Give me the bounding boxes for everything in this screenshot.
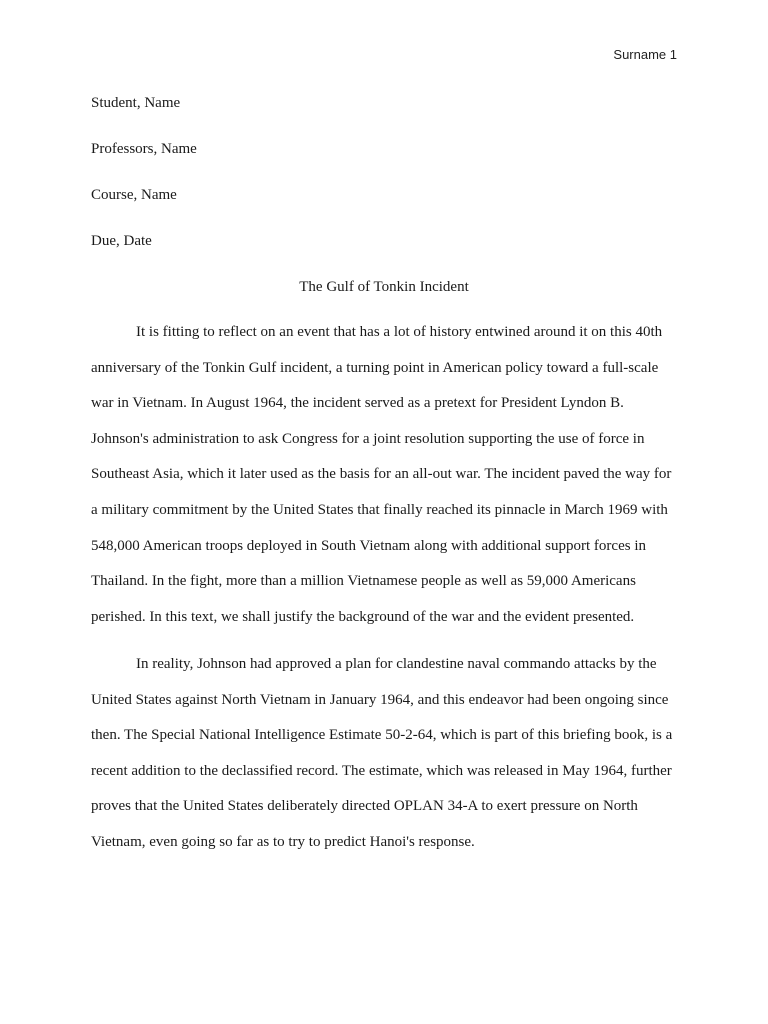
paragraph-line: 548,000 American troops deployed in South Vietnam along with additional support forces in: [91, 537, 646, 554]
paragraph-line: proves that the United States deliberately directed OPLAN 34-A to exert pressure on North: [91, 798, 638, 815]
paragraph-line: then. The Special National Intelligence Estimate 50-2-64, which is part of this briefing book, is a: [91, 727, 673, 744]
paragraph-line: perished. In this text, we shall justify the background of the war and the evident presented.: [91, 608, 635, 625]
paragraph-line: recent addition to the declassified record. The estimate, which was released in May 1964, further: [91, 762, 672, 779]
course-name: Course, Name: [91, 187, 177, 203]
paragraph-line: Thailand. In the fight, more than a million Vietnamese people as well as 59,000 Americans: [91, 573, 636, 590]
due-date: Due, Date: [91, 233, 152, 249]
paragraph-line: In reality, Johnson had approved a plan for clandestine naval commando attacks by the: [136, 656, 657, 672]
paragraph-line: a military commitment by the United States that finally reached its pinnacle in March 1969 with: [91, 501, 668, 518]
paragraph-line: Southeast Asia, which it later used as the basis for an all-out war. The incident paved the way for: [91, 466, 672, 483]
paragraph-2: [91, 654, 691, 868]
running-head: Surname 1: [613, 47, 677, 62]
essay-title: The Gulf of Tonkin Incident: [299, 279, 469, 295]
paragraph-line: war in Vietnam. In August 1964, the incident served as a pretext for President Lyndon B.: [91, 395, 624, 412]
paragraph-line: It is fitting to reflect on an event that has a lot of history entwined around it on this 40th: [136, 324, 663, 340]
paragraph-line: anniversary of the Tonkin Gulf incident, a turning point in American policy toward a full-scale: [91, 359, 659, 376]
paragraph-line: United States against North Vietnam in January 1964, and this endeavor had been ongoing since: [91, 691, 669, 708]
paragraph-1: [91, 322, 691, 642]
paragraph-line: Johnson's administration to ask Congress for a joint resolution supporting the use of force in: [91, 430, 645, 447]
student-name: Student, Name: [91, 95, 181, 111]
professor-name: Professors, Name: [91, 141, 197, 157]
paragraph-line: Vietnam, even going so far as to try to predict Hanoi's response.: [91, 833, 475, 850]
